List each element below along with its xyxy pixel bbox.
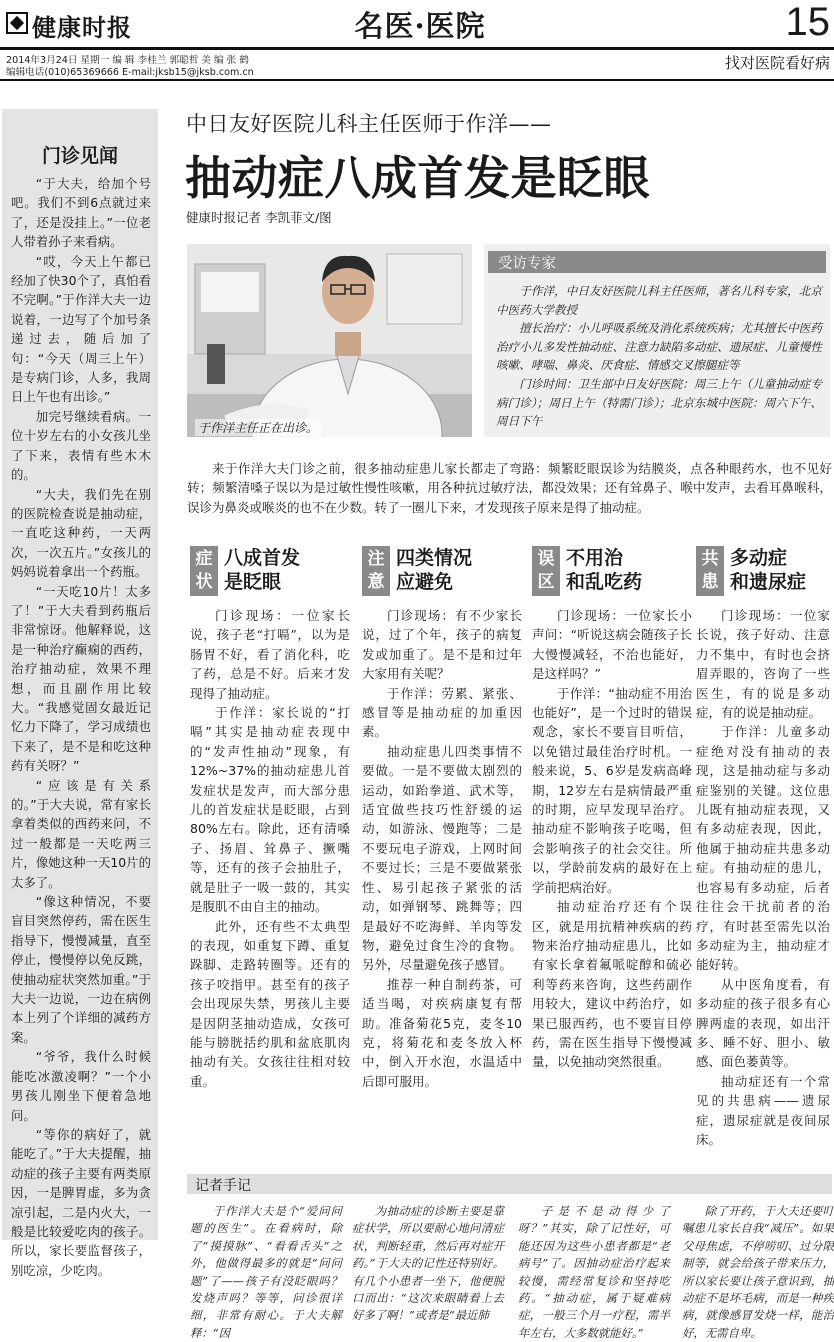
reporter-notes-label: 记者手记	[195, 1178, 251, 1194]
reporter-notes-bar	[187, 1174, 832, 1194]
column-title	[396, 546, 472, 594]
column-comorbidities	[696, 546, 830, 1166]
sidebar-paragraph: “爷爷，我什么时候能吃冰激凌啊？”一个小男孩儿刚坐下便着急地问。	[11, 1049, 151, 1123]
column-title	[566, 546, 642, 594]
column-title-line: 和乱吃药	[566, 571, 643, 593]
column-body	[532, 606, 692, 1072]
notes-paragraph: 除了开药，于大夫还要叮嘱患儿家长自我“减压”。如果父母焦虑，不停唠叨、过分限制等，就会给孩子带来压力，所以家长要让孩子意识到，抽动症不是坏毛病，而是一种疾病，就像感冒发烧一样，能治好，无需自卑。	[682, 1204, 834, 1340]
column-paragraph: 此外，还有些不太典型的表现，如重复下蹲、重复跺脚、走路转圈等。还有的孩子咬指甲。甚至有的孩子会出现尿失禁，男孩儿主要是因阴茎抽动造成，女孩可能与膀胱括约肌和盆底肌肉抽动有关。女孩往往相对较重。	[190, 918, 350, 1089]
column-tag: 注意	[362, 546, 390, 596]
column-paragraph: 推荐一种自制药茶，可适当喝，对疾病康复有帮助。准备菊花5克，麦冬10克，将菊花和麦冬放入杯中，倒入开水泡，水温适中后即可服用。	[362, 976, 522, 1089]
sidebar-paragraph: “哎，今天上午都已经加了快30个了，真怕看不完啊。”于作洋大夫一边说着，一边写了个加号条递过去，随后加了句：“今天（周三上午）是专病门诊，人多，我周日上午也有出诊。”	[11, 253, 151, 405]
header-rule-bottom	[0, 79, 834, 81]
contact-meta-line: 编辑电话(010)65369666 E-mail:jksb15@jksb.com.cn	[6, 67, 254, 78]
doctor-photo	[187, 244, 472, 437]
expert-box-body	[496, 282, 822, 431]
column-body	[190, 606, 350, 1091]
issue-meta-line: 2014年3月24日 星期一 编 辑 李桂兰 郭聪哲 美 编 张 鹤	[6, 55, 249, 66]
sidebar-paragraph: “大夫，我们先在别的医院检查说是抽动症，一直吃这种药，一天两次，一次五片。”女孩儿的妈妈说着拿出一个药瓶。	[11, 486, 151, 580]
column-title-line: 四类情况	[396, 547, 473, 569]
column-body	[362, 606, 522, 1091]
column-title-line: 八成首发	[224, 547, 301, 569]
column-title	[224, 546, 300, 594]
column-paragraph: 门诊现场：一位家长小声问：“听说这病会随孩子长大慢慢减轻，不治也能好，是这样吗？”	[532, 608, 692, 682]
column-title	[730, 546, 806, 594]
notes-paragraph: 为抽动症的诊断主要是靠症状学，所以要耐心地问清症状，判断轻重，然后再对症开药。”于大夫的记性还特别好。有几个小患者一坐下，他便脱口而出：“这次来眼睛看上去好多了啊！”或者是“最近肺	[352, 1204, 504, 1323]
column-tag: 误区	[532, 546, 560, 596]
column-body	[696, 606, 830, 1149]
column-symptoms	[190, 546, 350, 1166]
column-title-line: 应避免	[396, 571, 454, 593]
notes-column	[190, 1203, 342, 1342]
column-cautions	[362, 546, 522, 1166]
notes-column	[352, 1203, 504, 1325]
logo-mark-icon	[6, 12, 28, 34]
column-tag: 共患	[696, 546, 724, 596]
sidebar-paragraph: 加完号继续看病。一位十岁左右的小女孩儿坐了下来，表情有些木木的。	[11, 408, 151, 483]
column-title-line: 和遗尿症	[730, 571, 807, 593]
sidebar-paragraph: “于大夫，给加个号吧。我们不到6点就过来了，还是没挂上。”一位老人带着孙子来看病。	[11, 176, 151, 250]
article-headline: 抽动症八成首发是眨眼	[185, 151, 650, 205]
section-title: 名医·医院	[354, 9, 486, 43]
column-tag: 症状	[190, 546, 218, 596]
logo-text: 健康时报	[32, 13, 132, 42]
header-rule	[0, 47, 834, 50]
column-paragraph: 于作洋：家长说的“打嗝”其实是抽动症表现中的“发声性抽动”现象，有12%~37%的抽动症患儿首发症状是发声，而大部分患儿的首发症状是眨眼，占到80%左右。除此，还有清嗓子、扬眉、耸鼻子、撅嘴等，还有的孩子会抽肚子，就是肚子一吸一鼓的，其实是腹肌不由自主的抽动。	[190, 705, 350, 915]
doctor-photo-illustration	[187, 244, 472, 437]
column-title-line: 是眨眼	[224, 571, 282, 593]
article-byline: 健康时报记者 李凯菲文/图	[186, 210, 332, 225]
sidebar-paragraph: “应该是有关系的。”于大夫说，常有家长拿着类似的西药来问，不过一般都是一天吃两三片，像她这种一天10片的太多了。	[11, 777, 151, 890]
sidebar-title: 门诊见闻	[41, 145, 118, 167]
article-kicker: 中日友好医院儿科主任医师于作洋——	[186, 112, 552, 136]
column-paragraph: 于作洋：“抽动症不用治也能好”，是一个过时的错误观念，家长不要盲目听信，以免错过最佳治疗时机。一般来说，5、6岁是发病高峰期，12岁左右是病情最严重的时期，应早发现早治疗。抽动症不影响孩子吃喝，但会影响孩子的社会交往。所以，学龄前发病的最好在上学前把病治好。	[532, 685, 692, 895]
expert-paragraph: 擅长治疗：小儿呼吸系统及消化系统疾病；尤其擅长中医药治疗小儿多发性抽动症、注意力缺陷多动症、遗尿症、儿童慢性咳嗽、哮喘、鼻炎、厌食症、情感交叉擦腿症等	[496, 321, 822, 373]
masthead	[0, 0, 834, 48]
expert-box-label: 受访专家	[498, 256, 556, 272]
column-paragraph: 从中医角度看，有多动症的孩子很多有心脾两虚的表现，如出汗多、睡不好、胆小、敏感、面色萎黄等。	[696, 976, 830, 1070]
column-misconceptions	[532, 546, 692, 1166]
notes-column	[682, 1203, 834, 1342]
expert-info-box	[484, 244, 830, 437]
column-title-line: 多动症	[730, 547, 788, 569]
sidebar-body	[11, 174, 151, 1280]
expert-paragraph: 门诊时间：卫生部中日友好医院：周三上午（儿童抽动症专病门诊）；周日上午（特需门诊）；北京东城中医院：周六下午、周日下午	[496, 376, 822, 429]
newspaper-logo	[6, 6, 136, 40]
sidebar-clinic-notes	[2, 109, 158, 1278]
notes-column	[518, 1203, 670, 1342]
sidebar-paragraph: “等你的病好了，就能吃了。”于大夫提醒，抽动症的孩子主要有两类原因，一是脾胃虚，多为贪凉引起，二是内火大，一般是比较爱吃肉的孩子。所以，家长要监督孩子，别吃凉，少吃肉。	[11, 1126, 151, 1278]
sidebar-paragraph: “像这种情况，不要盲目突然停药，需在医生指导下，慢慢减量，直至停止，慢慢停以免反跳，使抽动症状突然加重。”于大夫一边说，一边在病例本上列了个详细的减药方案。	[11, 894, 151, 1045]
section-slogan: 找对医院看好病	[724, 54, 830, 72]
column-paragraph: 门诊现场：有不少家长说，过了个年，孩子的病复发或加重了。是不是和过年大家用有关呢？	[362, 608, 522, 682]
column-paragraph: 门诊现场：一位家长说，孩子好动、注意力不集中，有时也会挤眉弄眼的，咨询了一些医生，有的说是多动症，有的说是抽动症。	[696, 608, 830, 721]
column-paragraph: 抽动症还有一个常见的共患病——遗尿症，遗尿症就是夜间尿床。	[696, 1073, 830, 1147]
column-paragraph: 抽动症患儿四类事情不要做。一是不要做太剧烈的运动，如跆拳道、武术等，适宜做些技巧性舒缓的运动，如游泳、慢跑等；二是不要玩电子游戏，上网时间不要过长；三是不要做紧张性、易引起孩子紧张的活动，如弹钢琴、跳舞等；四是最好不吃海鲜、羊肉等发物，避免过食生冷的食物。另外，尽量避免孩子感冒。	[362, 743, 522, 973]
column-title-line: 不用治	[566, 547, 624, 569]
expert-paragraph: 于作洋，中日友好医院儿科主任医师，著名儿科专家，北京中医药大学教授	[496, 284, 822, 317]
intro-paragraph: 来于作洋大夫门诊之前，很多抽动症患儿家长都走了弯路：频繁眨眼误诊为结膜炎，点各种眼药水，也不见好转；频繁清嗓子误以为是过敏性慢性咳嗽，用各种抗过敏疗法，都没效果；还有耸鼻子、喉中发声，去看耳鼻喉科，误诊为鼻炎或喉炎的也不在少数。转了一圈儿下来，才发现孩子原来是得了抽动症。	[187, 461, 832, 515]
column-paragraph: 于作洋：儿童多动症绝对没有抽动的表现，这是抽动症与多动症鉴别的关键。这位患儿既有抽动症表现，又有多动症表现，因此，他属于抽动症共患多动症。有抽动症的患儿，也容易有多动症，后者往往会干扰前者的治疗，有时甚至需先以治多动症为主，抽动症才能好转。	[696, 724, 830, 973]
article-intro	[187, 459, 832, 517]
notes-paragraph: 于作洋大夫是个“爱问问题的医生”。在看病时，除了“摸摸脉”、“看看舌头”之外，他做得最多的就是“问问题”了——孩子有没眨眼吗？发烧声吗？等等，问诊很详细，非常有耐心。于大夫解释：“因	[190, 1204, 342, 1340]
page-number: 15	[785, 0, 830, 44]
expert-box-header	[488, 251, 826, 273]
notes-paragraph: 子是不是动得少了呀？”其实，除了记性好，可能还因为这些小患者都是“老病号”了。因抽动症治疗起来较慢，需经常复诊和坚持吃药。“抽动症，属于疑难病症，一般三个月一疗程，需半年左右，大多数就能好。”	[518, 1204, 670, 1340]
column-paragraph: 门诊现场：一位家长说，孩子老“打嗝”，以为是肠胃不好，看了消化科，吃了药，总是不好。后来才发现得了抽动症。	[190, 608, 350, 701]
sidebar-paragraph: “一天吃10片！太多了！”于大夫看到药瓶后非常惊讶。他解释说，这是一种治疗癫痫的西药，治疗抽动症，效果不理想，而且副作用比较大。“我感觉固女最近记忆力下降了，学习成绩也下来了，是不是和吃这种药有关呀？”	[11, 583, 151, 774]
photo-caption: 于作洋主任正在出诊。	[195, 419, 321, 436]
column-paragraph: 于作洋：劳累、紧张、感冒等是抽动症的加重因素。	[362, 685, 522, 740]
column-paragraph: 抽动症治疗还有个误区，就是用抗精神疾病的药物来治疗抽动症患儿，比如有家长拿着氟哌啶醇和硫必利等药来咨询，这些药副作用较大，建议中药治疗，如果已服西药，也不要盲目停药，需在医生指导下慢慢减量，以免抽动突然很重。	[532, 899, 692, 1070]
